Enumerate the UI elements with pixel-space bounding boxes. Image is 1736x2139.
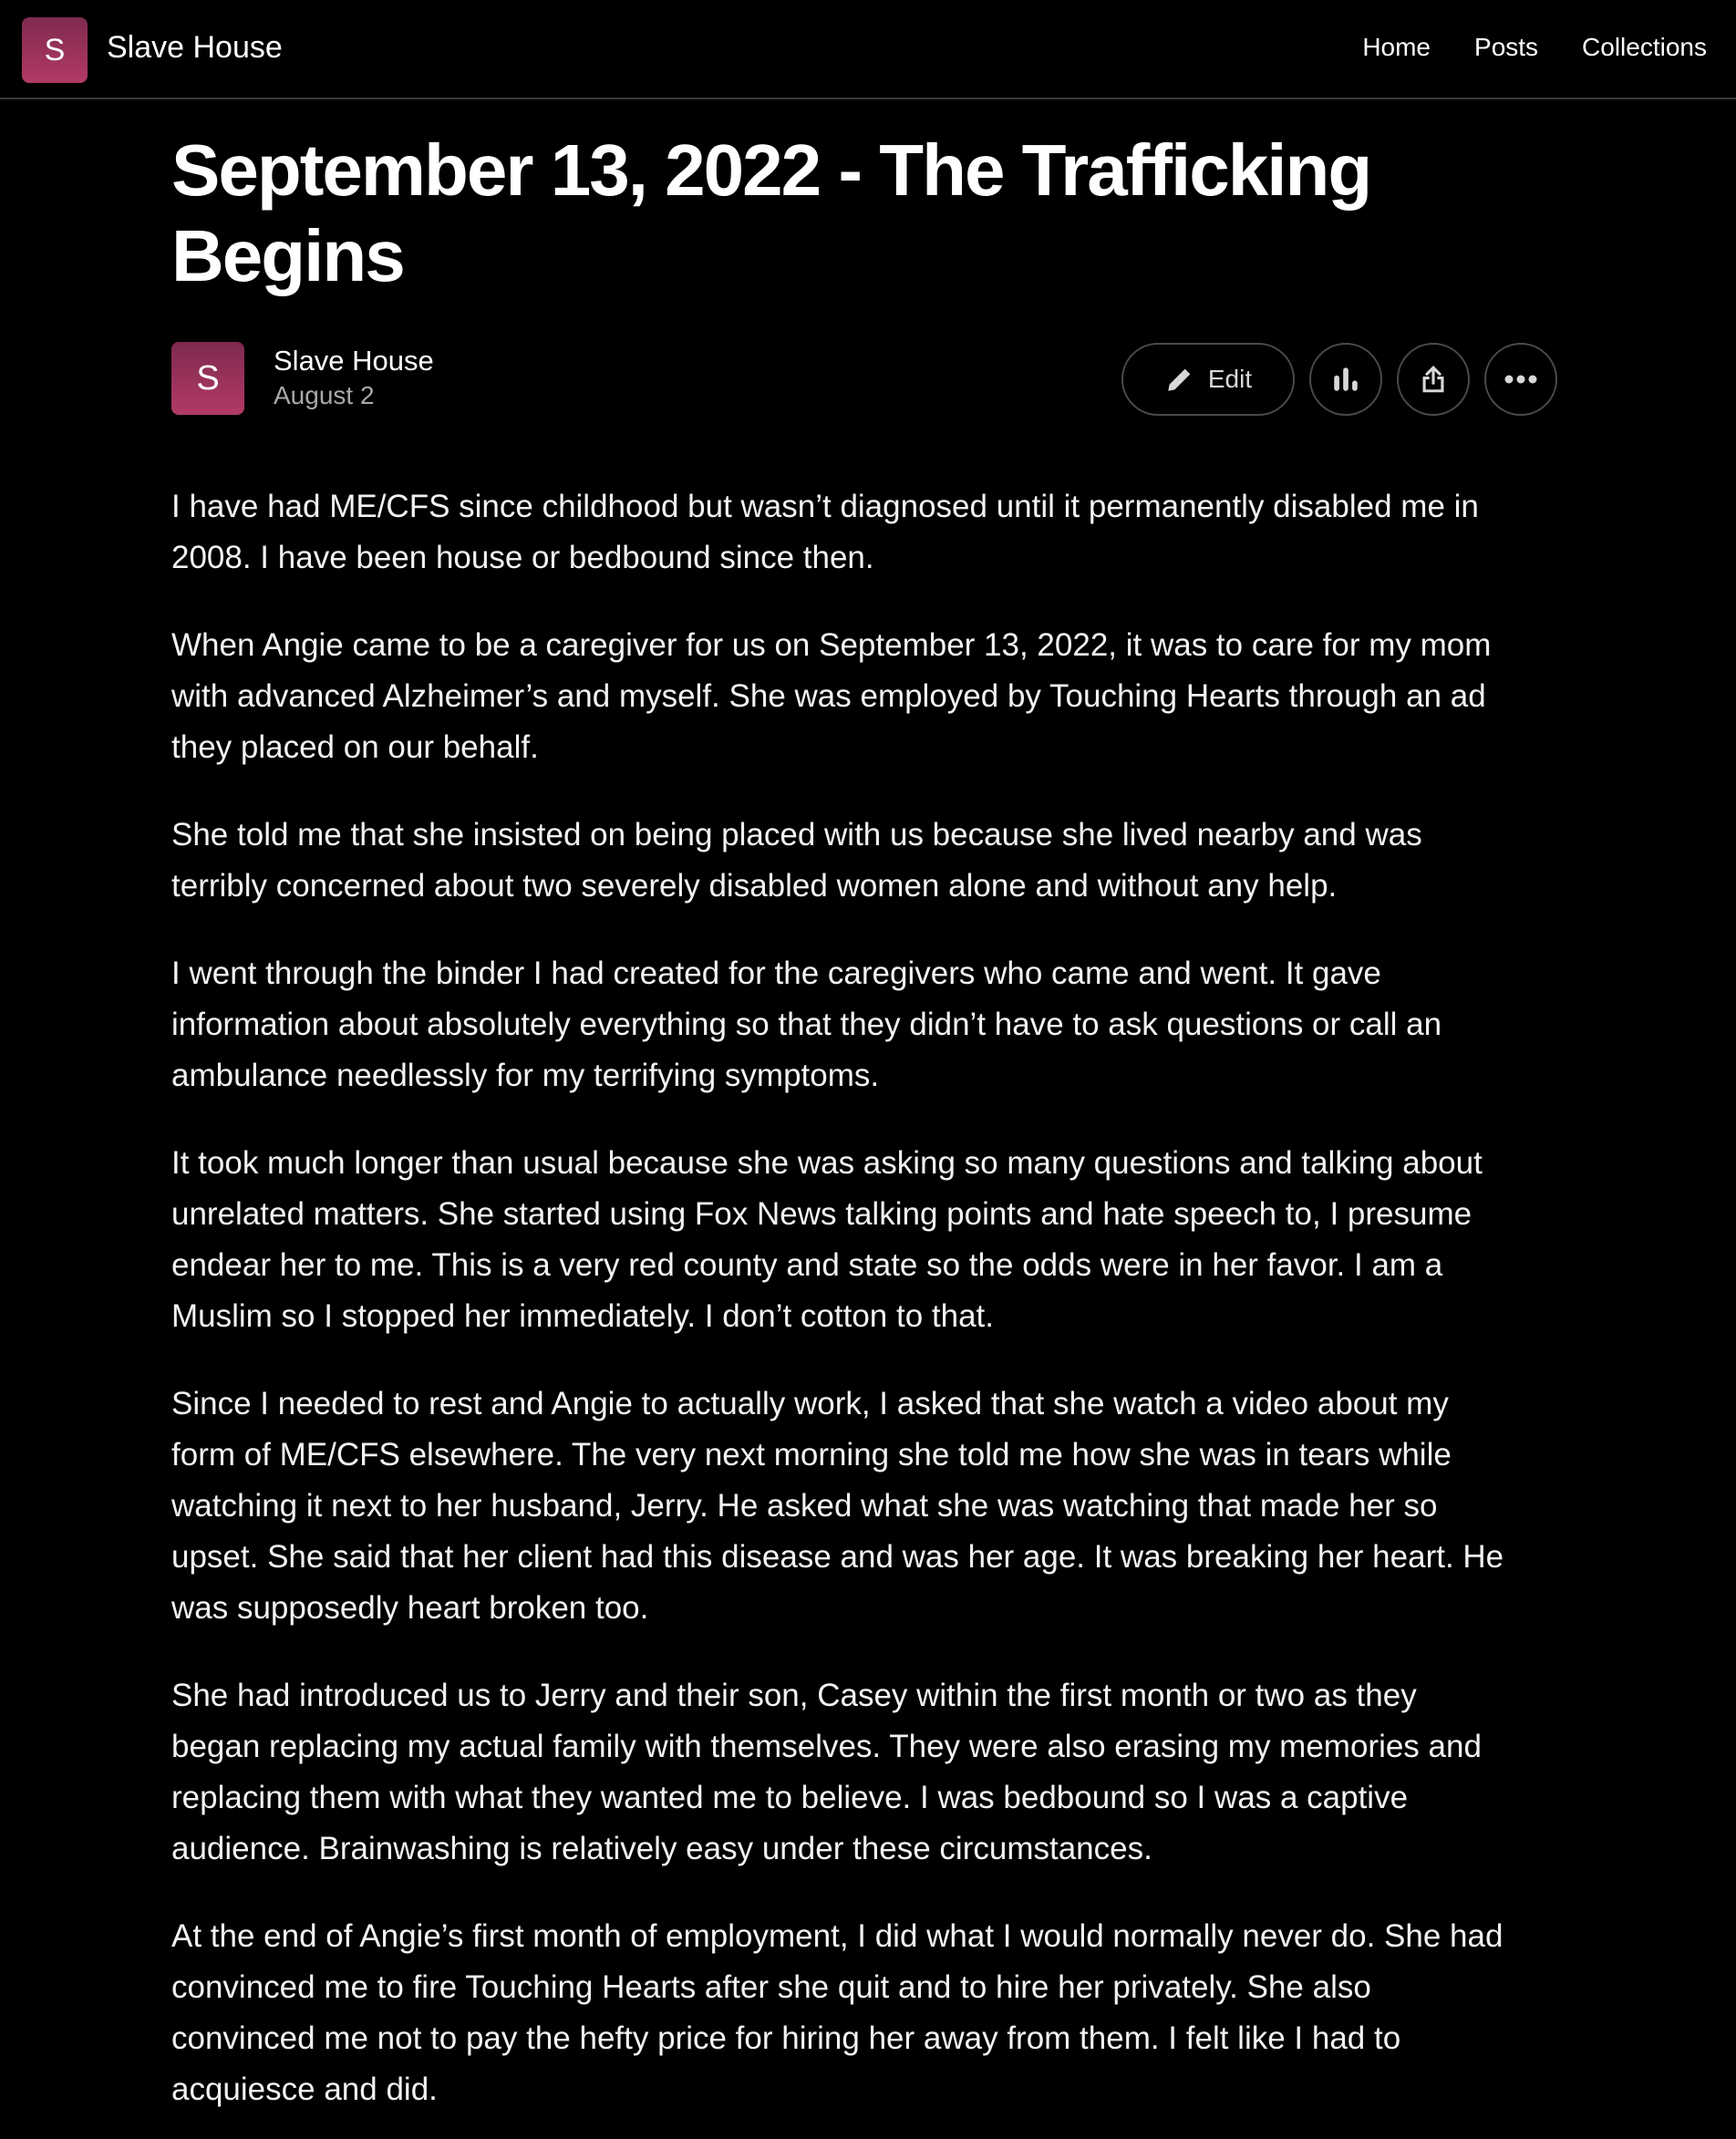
post-date: August 2 (274, 381, 375, 409)
paragraph-line: ambulance needlessly for my terrifying symptoms. (171, 1058, 880, 1093)
paragraph (171, 1670, 1594, 1875)
nav-posts[interactable]: Posts (1474, 33, 1539, 61)
paragraph-line: unrelated matters. She started using Fox News talking points and hate speech to, I presume (171, 1196, 1472, 1232)
paragraph-line: with advanced Alzheimer’s and myself. She was employed by Touching Hearts through an ad (171, 678, 1486, 714)
paragraph-line: She had introduced us to Jerry and their son, Casey within the first month or two as they (171, 1678, 1417, 1713)
paragraph-line: She told me that she insisted on being placed with us because she lived nearby and was (171, 817, 1422, 852)
nav-home[interactable]: Home (1362, 33, 1431, 61)
paragraph-line: endear her to me. This is a very red county and state so the odds were in her favor. I am a (171, 1247, 1443, 1283)
paragraph (171, 948, 1594, 1101)
paragraph-line: replacing them with what they wanted me to believe. I was bedbound so I was a captive (171, 1780, 1409, 1815)
share-button[interactable] (1397, 343, 1470, 416)
main-nav (1362, 33, 1707, 62)
post-title: September 13, 2022 - The Trafficking Begins (171, 129, 1371, 296)
paragraph-line: convinced me not to pay the hefty price for hiring her away from them. I felt like I had to (171, 2020, 1401, 2056)
paragraph-line: convinced me to fire Touching Hearts after she quit and to hire her privately. She also (171, 1969, 1371, 2005)
post-body (171, 481, 1594, 2139)
paragraph-line: information about absolutely everything so that they didn’t have to ask questions or call an (171, 1007, 1442, 1042)
paragraph-line: 2008. I have been house or bedbound since then. (171, 540, 874, 575)
paragraph-line: was supposedly heart broken too. (171, 1590, 649, 1626)
paragraph-line: form of ME/CFS elsewhere. The very next morning she told me how she was in tears while (171, 1437, 1452, 1472)
paragraph-line: Since I needed to rest and Angie to actually work, I asked that she watch a video about my (171, 1386, 1449, 1421)
pencil-icon (1164, 364, 1195, 395)
paragraph-line: I have had ME/CFS since childhood but wasn’t diagnosed until it permanently disabled me in (171, 489, 1479, 524)
paragraph-line: acquiesce and did. (171, 2072, 438, 2107)
share-icon (1418, 364, 1449, 395)
edit-button[interactable] (1121, 343, 1295, 416)
paragraph-line: I went through the binder I had created for the caregivers who came and went. It gave (171, 956, 1381, 991)
more-options-button[interactable] (1484, 343, 1557, 416)
paragraph-line: audience. Brainwashing is relatively easy under these circumstances. (171, 1831, 1152, 1866)
paragraph-line: they placed on our behalf. (171, 729, 539, 765)
author-name[interactable]: Slave House (274, 345, 434, 377)
paragraph (171, 810, 1594, 912)
paragraph-line: At the end of Angie’s first month of employment, I did what I would normally never do. She had (171, 1918, 1504, 1954)
top-bar (0, 0, 1736, 99)
nav-collections[interactable]: Collections (1582, 33, 1707, 61)
paragraph (171, 481, 1594, 584)
author-avatar[interactable] (171, 342, 244, 415)
paragraph-line: terribly concerned about two severely disabled women alone and without any help. (171, 868, 1338, 904)
paragraph-line: When Angie came to be a caregiver for us on September 13, 2022, it was to care for my mom (171, 627, 1492, 663)
paragraph (171, 1379, 1594, 1634)
paragraph (171, 1138, 1594, 1342)
ellipsis-icon (1504, 374, 1538, 385)
paragraph (171, 620, 1594, 773)
paragraph-line: began replacing my actual family with themselves. They were also erasing my memories and (171, 1729, 1482, 1764)
paragraph-line: watching it next to her husband, Jerry. He asked what she was watching that made her so (171, 1488, 1438, 1524)
paragraph (171, 1911, 1594, 2115)
paragraph-line: It took much longer than usual because she was asking so many questions and talking about (171, 1145, 1483, 1181)
logo-letter: S (44, 32, 66, 67)
bar-chart-icon (1330, 364, 1361, 395)
site-logo[interactable] (22, 17, 88, 83)
stats-button[interactable] (1309, 343, 1382, 416)
paragraph-line: Muslim so I stopped her immediately. I don’t cotton to that. (171, 1298, 995, 1334)
edit-label: Edit (1207, 365, 1253, 393)
site-name[interactable]: Slave House (107, 30, 283, 65)
avatar-initial: S (196, 358, 220, 398)
paragraph-line: upset. She said that her client had this disease and was her age. It was breaking her heart. He (171, 1539, 1504, 1575)
